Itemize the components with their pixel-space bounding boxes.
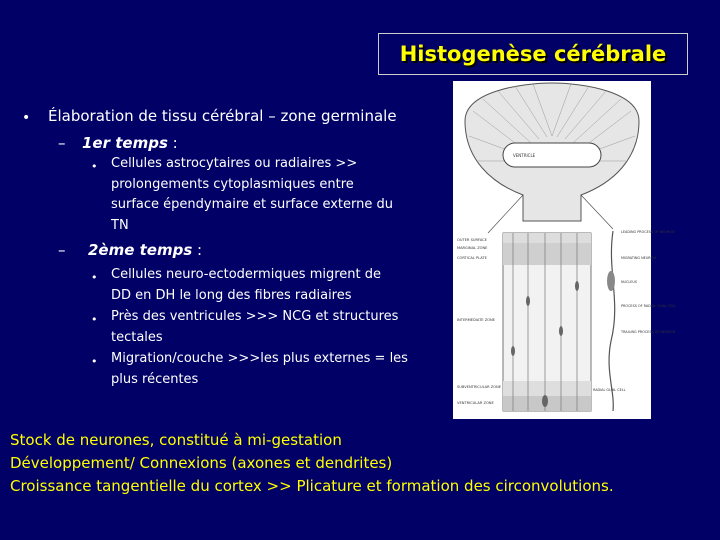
figure-label: INTERMEDIATE ZONE bbox=[457, 318, 495, 322]
bullet-dot-icon: • bbox=[91, 313, 98, 326]
second-stage-heading bbox=[88, 241, 202, 259]
first-stage-point bbox=[111, 154, 393, 236]
dash-2: – bbox=[58, 241, 66, 259]
bullet-dot-icon: • bbox=[91, 355, 98, 368]
bottom-line-1: Stock de neurones, constitué à mi-gestation bbox=[10, 431, 342, 449]
figure-label: TRAILING PROCESS OF NEURON bbox=[621, 330, 676, 334]
bottom-line-2: Développement/ Connexions (axones et dendrites) bbox=[10, 454, 393, 472]
figure-label: SUBVENTRICULAR ZONE bbox=[457, 385, 502, 389]
dash-1: – bbox=[58, 134, 66, 152]
figure-label: NUCLEUS bbox=[621, 280, 638, 284]
main-bullet: Élaboration de tissu cérébral – zone germinale bbox=[48, 107, 397, 125]
figure-label: MARGINAL ZONE bbox=[457, 246, 488, 250]
first-stage-label: 1er temps bbox=[82, 134, 168, 152]
first-stage-colon: : bbox=[167, 134, 178, 152]
bullet-dot-icon: • bbox=[91, 160, 98, 173]
second-stage-line: DD en DH le long des fibres radiaires bbox=[111, 287, 352, 303]
first-stage-line: surface épendymaire et surface externe du bbox=[111, 197, 393, 212]
bullet-dot-icon: • bbox=[91, 271, 98, 284]
radial-migration-figure bbox=[453, 81, 677, 419]
first-stage-line: TN bbox=[111, 217, 129, 233]
first-stage-line: Cellules astrocytaires ou radiaires >> bbox=[111, 156, 358, 171]
first-stage-heading bbox=[82, 134, 178, 152]
figure-label: VENTRICLE bbox=[513, 153, 536, 158]
first-stage-line: prolongements cytoplasmiques entre bbox=[111, 176, 354, 192]
figure-label: PROCESS OF RADIAL GLIAL CELL bbox=[621, 304, 677, 308]
second-stage-point-b bbox=[111, 307, 398, 348]
second-stage-line: tectales bbox=[111, 329, 163, 345]
second-stage-point-a bbox=[111, 265, 381, 306]
figure-label: OUTER SURFACE bbox=[457, 238, 487, 242]
bullet-dot-icon: • bbox=[22, 110, 31, 126]
figure-label: MIGRATING NEURON bbox=[621, 256, 656, 260]
figure-label: CORTICAL PLATE bbox=[457, 256, 487, 260]
second-stage-line: Cellules neuro-ectodermiques migrent de bbox=[111, 267, 382, 282]
slide-title: Histogenèse cérébrale bbox=[399, 42, 667, 66]
figure-label: LEADING PROCESS OF NEURON bbox=[621, 230, 675, 234]
second-stage-line: Migration/couche >>>les plus externes = les bbox=[111, 351, 408, 366]
second-stage-colon: : bbox=[192, 241, 203, 259]
figure-label: RADIAL GLIAL CELL bbox=[593, 388, 626, 392]
second-stage-line: plus récentes bbox=[111, 371, 199, 387]
radial-migration-diagram bbox=[453, 81, 677, 419]
bottom-line-3: Croissance tangentielle du cortex >> Plicature et formation des circonvolutions. bbox=[10, 477, 614, 495]
second-stage-point-c bbox=[111, 349, 408, 390]
second-stage-label: 2ème temps bbox=[88, 241, 193, 259]
second-stage-line: Près des ventricules >>> NCG et structures bbox=[111, 309, 399, 324]
figure-label: VENTRICULAR ZONE bbox=[457, 401, 494, 405]
